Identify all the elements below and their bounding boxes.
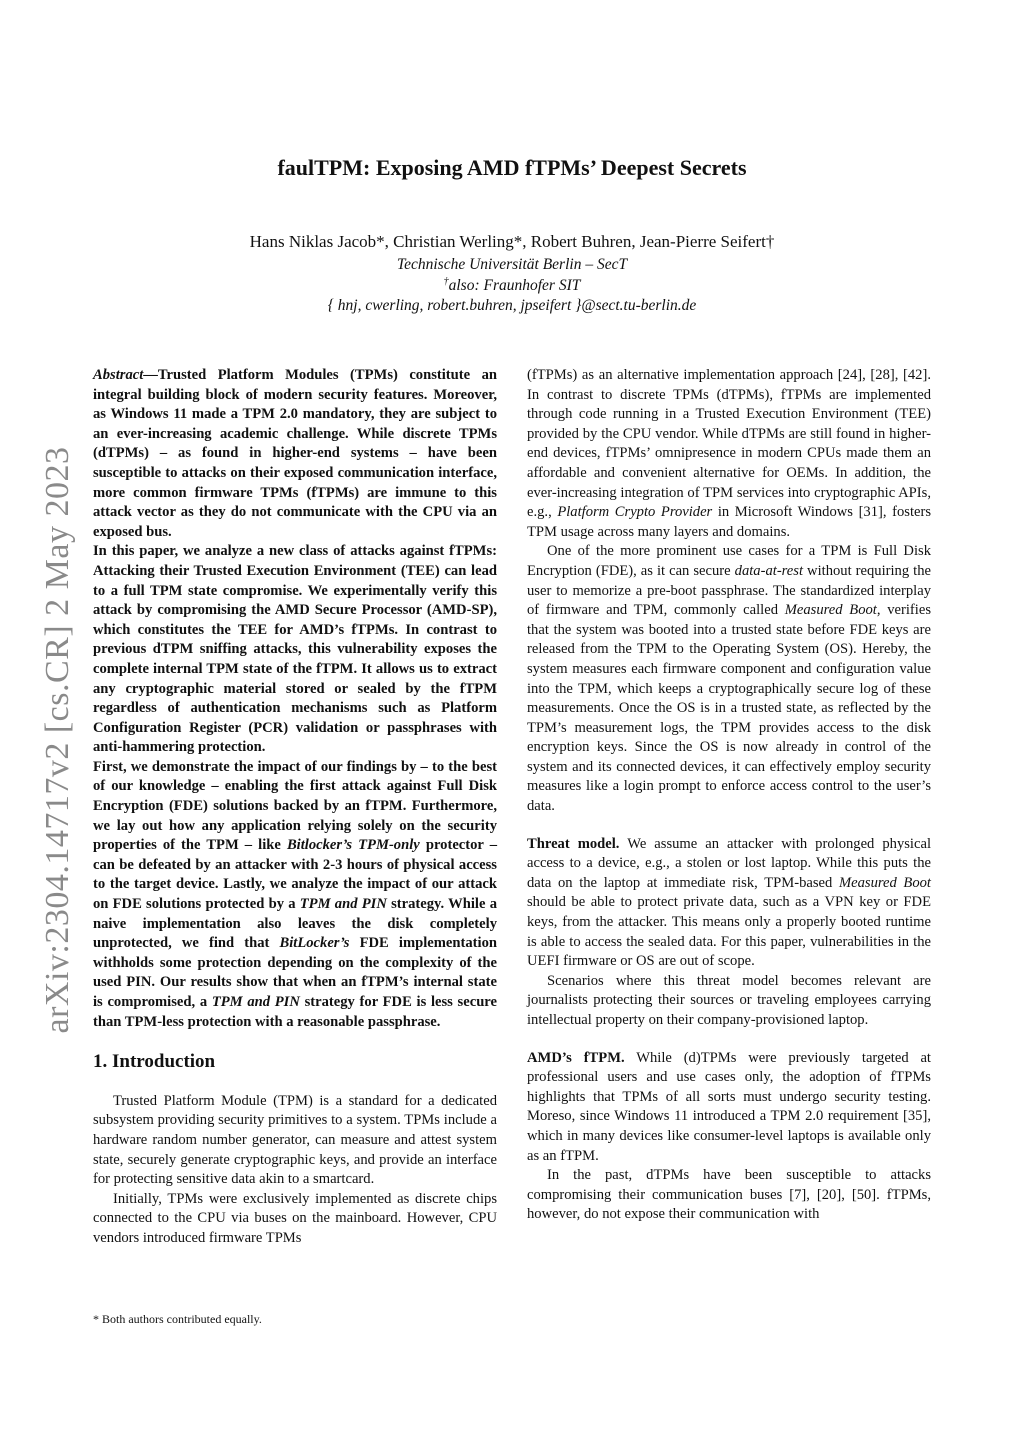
section-heading-introduction: 1. Introduction	[93, 1051, 216, 1073]
right-paragraph-1: (fTPMs) as an alternative implementation approach [24], [28], [42]. In contrast to discrete TPMs (dTPMs), fTPMs are implemented through code running in a Trusted Execution Environment (TEE) provided by the CPU vendor. While dTPMs are still found in higher-end devices, fTPMs’ omnipresence in modern CPUs made them an affordable and convenient alternative for OEMs. In addition, the ever-increasing integration of TPM services into cryptographic APIs, e.g., Platform Crypto Provider in Microsoft Windows [31], fosters TPM usage across many layers and domains.	[527, 367, 932, 540]
amd-ftpm-paragraph: AMD’s fTPM. While (d)TPMs were previously targeted at professional users and use cases only, the adoption of fTPMs highlights that TPMs of all sorts must undergo security testing. Moreso, since Windows 11 introduced a TPM 2.0 requirement [35], which in many devices like consumer-level laptops is available only as an fTPM.	[527, 1049, 931, 1164]
left-column	[93, 366, 497, 1249]
dagger-mark: †	[443, 276, 449, 287]
affiliation: Technische Universität Berlin – SecT	[396, 256, 628, 273]
intro-paragraph-1: Trusted Platform Module (TPM) is a standard for a dedicated subsystem providing security primitives to a system. TPMs include a hardware random number generator, can measure and attest system state, securely generate cryptographic keys, and provide an interface for protecting sensitive data akin to a smartcard.	[93, 1092, 497, 1188]
amd-ftpm-heading: AMD’s fTPM.	[527, 1049, 625, 1066]
abstract-label: Abstract	[93, 367, 144, 383]
abstract-paragraph-3: First, we demonstrate the impact of our findings by – to the best of our knowledge – enabling the first attack against Full Disk Encryption (FDE) solutions backed by an fTPM. Furthermore, we lay out how any application relying solely on the security properties of the TPM – like Bitlocker’s TPM-only protector – can be defeated by an attacker with 2-3 hours of physical access to the target device. Lastly, we analyze the impact of our attack on FDE solutions protected by a TPM and PIN strategy. While a naive implementation also leaves the disk completely unprotected, we find that BitLocker’s FDE implementation withholds some protection depending on the complexity of the used PIN. Our results show that when an fTPM’s internal state is compromised, a TPM and PIN strategy for FDE is less secure than TPM-less protection with a reasonable passphrase.	[93, 758, 498, 1030]
threat-model-heading: Threat model.	[527, 835, 620, 852]
paper-title: faulTPM: Exposing AMD fTPMs’ Deepest Secrets	[277, 155, 747, 180]
affiliation-also-text: also: Fraunhofer SIT	[448, 277, 581, 295]
abstract-paragraph-1: Abstract—Trusted Platform Modules (TPMs) constitute an integral building block of modern security features. Moreover, as Windows 11 made a TPM 2.0 mandatory, they are subject to an ever-increasing academic challenge. While discrete TPMs (dTPMs) – as found in higher-end systems – have been susceptible to attacks on their exposed communication interface, more common firmware TPMs (fTPMs) are immune to this attack vector as they do not communicate with the CPU via an exposed bus.	[93, 367, 497, 540]
abstract-paragraph-2: In this paper, we analyze a new class of attacks against fTPMs: Attacking their Trusted Execution Environment (TEE) can lead to a full TPM state compromise. We experimentally verify this attack by compromising the AMD Secure Processor (AMD-SP), which constitutes the TEE for AMD’s fTPMs. In contrast to previous dTPM sniffing attacks, this vulnerability exposes the complete internal TPM state of the fTPM. It allows us to extract any cryptographic material stored or sealed by the fTPM regardless of authentication mechanisms such as Platform Configuration Register (PCR) validation or passphrases with anti-hammering protection.	[93, 543, 497, 756]
right-paragraph-2: One of the more prominent use cases for a TPM is Full Disk Encryption (FDE), as it can secure data-at-rest without requiring the user to memorize a pre-boot passphrase. The standardized interplay of firmware and TPM, commonly called Measured Boot, verifies that the system was booted into a trusted state before FDE keys are released from the TPM to the Operating System (OS). Hereby, the system measures each firmware component and configuration value into the TPM, which keeps a cryptographically secure log of these measurements. Once the OS is in a trusted state, as reflected by the TPM’s measurement logs, the TPM provides access to the disk encryption keys. Since the OS is now already in control of the system and its connected devices, it can effectively employ security measures like a login prompt to enforce access control to the user’s data.	[527, 543, 931, 815]
arxiv-identifier: arXiv:2304.14717v2 [cs.CR] 2 May 2023	[39, 446, 76, 1034]
abstract	[93, 366, 497, 1032]
threat-model-paragraph: Threat model. We assume an attacker with prolonged physical access to a device, e.g., a stolen or lost laptop. While this puts the data on the laptop at immediate risk, TPM-based Measured Boot should be able to protect private data, such as a VPN key or FDE keys, from the attacker. This means only a properly booted runtime is able to access the sealed data. For this paper, vulnerabilities in the UEFI firmware or OS are out of scope.	[527, 835, 931, 970]
footnote: * Both authors contributed equally.	[93, 1312, 262, 1326]
author-emails: { hnj, cwerling, robert.buhren, jpseifert }@sect.tu-berlin.de	[327, 297, 697, 314]
affiliation-also	[0, 276, 1024, 295]
author-list: Hans Niklas Jacob*, Christian Werling*, Robert Buhren, Jean-Pierre Seifert†	[249, 232, 775, 251]
past-attacks-paragraph: In the past, dTPMs have been susceptible to attacks compromising their communication buses [7], [20], [50]. fTPMs, however, do not expose their communication with	[527, 1167, 931, 1223]
scenarios-paragraph: Scenarios where this threat model becomes relevant are journalists protecting their sources or traveling employees carrying intellectual property on their company-provisioned laptop.	[527, 972, 931, 1028]
right-column	[527, 366, 931, 1225]
intro-paragraph-2: Initially, TPMs were exclusively implemented as discrete chips connected to the CPU via buses on the mainboard. However, CPU vendors introduced firmware TPMs	[93, 1190, 497, 1246]
